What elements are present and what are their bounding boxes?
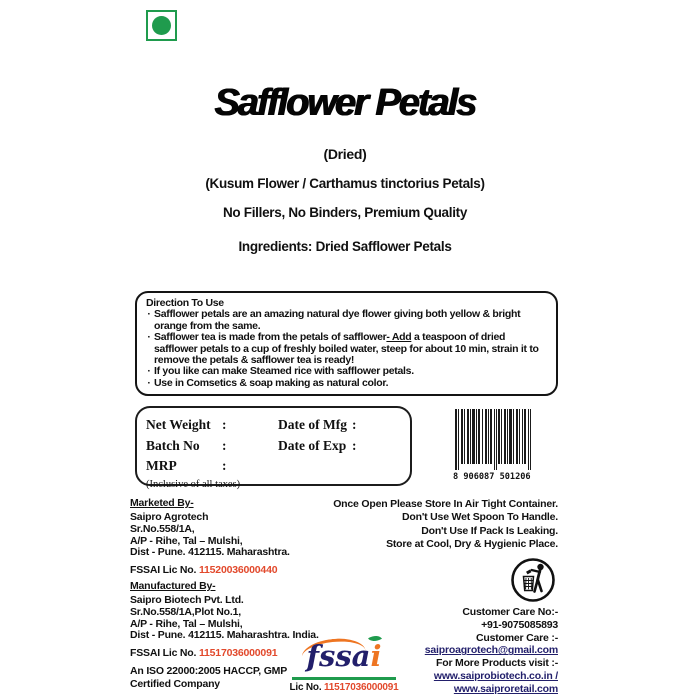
marketed-by-line: A/P - Rihe, Tal – Mulshi, [130,534,243,547]
barcode-digits: 8 906087 501206 [453,472,531,481]
storage-instructions [333,498,558,552]
taxes-note: (Inclusive of all taxes) [146,478,241,490]
bullet-icon: · [147,365,151,378]
directions-bullet-4: · Use in Comsetics & soap making as natural color. [144,378,547,389]
marketed-by-block [130,497,290,576]
marketed-fssai-license: FSSAI Lic No. 11520036000440 [130,564,278,577]
directions-heading: Direction To Use [146,297,224,309]
subtitle-dried: (Dried) [323,146,367,162]
tidy-man-icon [510,557,556,608]
product-title: Safflower Petals [214,82,476,124]
net-weight-field: Net Weight : [146,417,227,432]
manufactured-fssai-number: 11517036000091 [198,647,278,660]
bullet-icon: · [147,308,151,321]
fssai-logo-license-number: 11517036000091 [324,682,399,693]
visit-label: For More Products visit :- [436,657,558,670]
directions-box [135,291,558,396]
website-link-2: www.saiproretail.com [453,682,558,695]
bullet-2-text-cont: a teaspoon of dried safflower petals to a cup of freshly boiled water, steep for about 10 min, strain it to remove the petals & safflower tea is ready! [154,331,539,367]
fssai-green-line [292,677,396,680]
bullet-icon: · [147,331,151,344]
date-of-mfg-field: Date of Mfg : [278,417,357,432]
bullet-2-text: Safflower tea is made from the petals of safflower [154,331,387,344]
veg-mark-icon [146,10,177,41]
bullet-icon: · [147,376,151,389]
manufactured-fssai-license: FSSAI Lic No. 11517036000091 [130,647,278,660]
iso-certification-line: Certified Company [130,677,220,690]
storage-line: Don't Use Wet Spoon To Handle. [402,511,558,524]
veg-mark-dot [152,16,171,35]
customer-care-no-label: Customer Care No:- [462,606,558,618]
batch-no-field: Batch No : [146,437,227,453]
mrp-field: MRP : [146,458,227,473]
ingredients-line: Ingredients: Dried Safflower Petals [238,239,452,254]
fssai-logo-license: Lic No. 11517036000091 [289,682,399,693]
storage-line: Don't Use If Pack Is Leaking. [421,524,558,537]
directions-bullet-3: · If you like can make Steamed rice with safflower petals. [144,366,547,377]
marketed-fssai-number: 11520036000440 [198,564,278,577]
customer-care-phone: +91-9075085893 [481,618,558,631]
quality-claim: No Fillers, No Binders, Premium Quality [222,205,468,220]
manufactured-by-line: Saipro Biotech Pvt. Ltd. [130,594,244,606]
marketed-by-line: Saipro Agrotech [130,511,209,523]
subtitle-alt-names: (Kusum Flower / Carthamus tinctorius Petals) [205,176,485,191]
marketed-by-line: Dist - Pune. 412115. Maharashtra. [130,546,290,559]
marketed-by-line: Sr.No.558/1A, [130,522,195,535]
fssai-logo [289,636,399,693]
customer-care-email: saiproagrotech@gmail.com [424,644,558,657]
manufactured-by-line: Sr.No.558/1A,Plot No.1, [130,605,241,618]
manufactured-by-heading: Manufactured By- [130,580,216,592]
storage-line: Store at Cool, Dry & Hygienic Place. [386,538,558,551]
directions-bullet-2 [144,332,547,366]
customer-care-label: Customer Care :- [476,631,558,644]
product-fields-box [135,406,412,490]
barcode-bars-icon [452,409,534,481]
directions-bullet-1: · Safflower petals are an amazing natural dye flower giving both yellow & bright orange from the same. [144,309,547,332]
barcode [452,409,534,486]
fssai-wordmark: fssai [306,639,382,673]
customer-care-block [425,606,558,696]
website-link-1: www.saiprobiotech.co.in / [433,669,558,682]
iso-certification-line: An ISO 22000:2005 HACCP, GMP [130,665,288,678]
marketed-by-heading: Marketed By- [130,497,194,509]
manufactured-by-line: Dist - Pune. 412115. Maharashtra. India. [130,629,319,642]
storage-line: Once Open Please Store In Air Tight Container. [333,498,558,510]
date-of-exp-field: Date of Exp : [278,437,357,453]
bullet-2-underlined: - Add [386,331,412,344]
manufactured-by-line: A/P - Rihe, Tal – Mulshi, [130,617,243,630]
